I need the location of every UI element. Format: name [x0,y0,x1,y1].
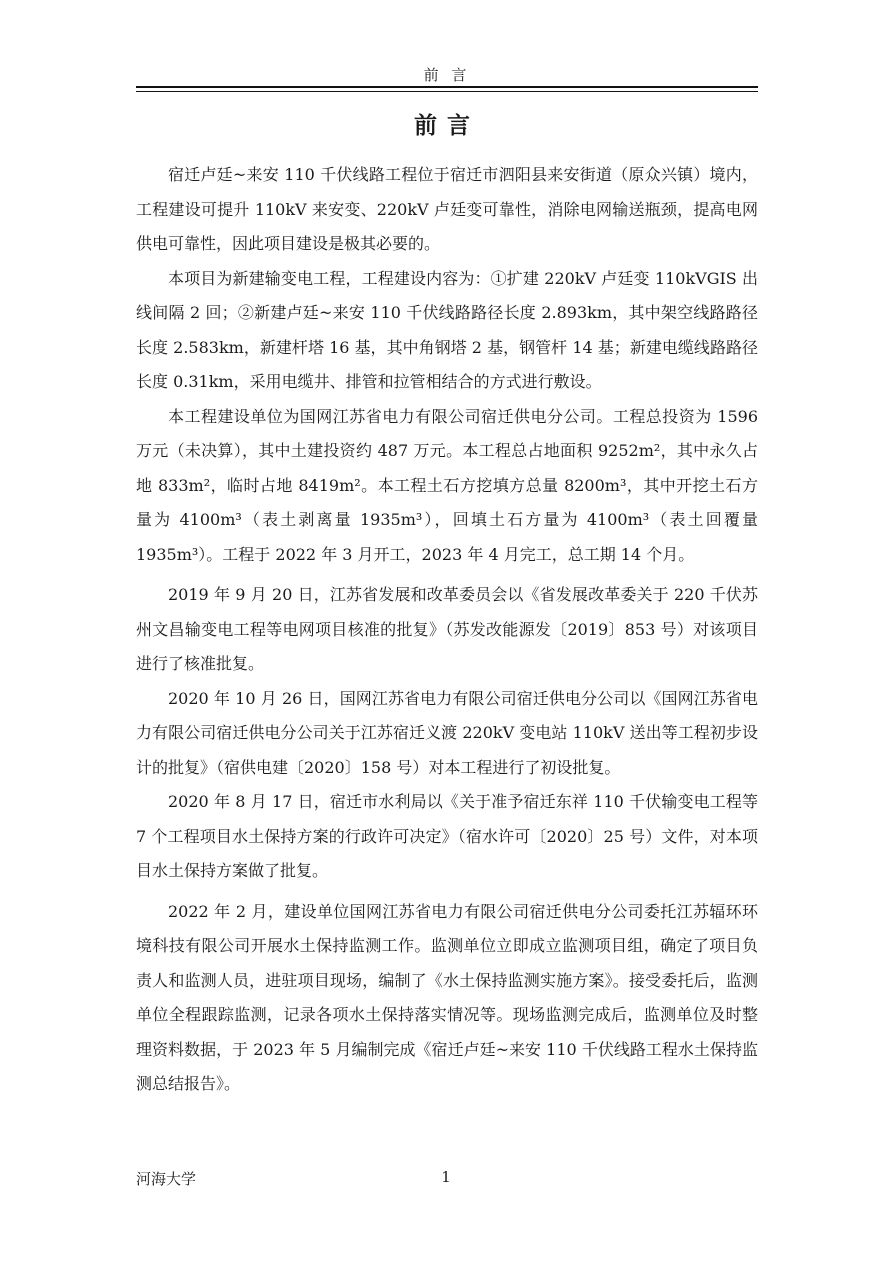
paragraph-project-location: 宿迁卢廷~来安 110 千伏线路工程位于宿迁市泗阳县来安街道（原众兴镇）境内，工程建设可提升 110kV 来安变、220kV 卢廷变可靠性，消除电网输送瓶颈，提高电网供电可靠性，因此项目建设是极其必要的。 [136,165,758,253]
paragraph-approval-2019: 2019 年 9 月 20 日，江苏省发展和改革委员会以《省发展改革委关于 220 千伏苏州文昌输变电工程等电网项目核准的批复》（苏发改能源发〔2019〕853 号）对该项目进行了核准批复。 [136,585,758,673]
paragraph-construction-content: 本项目为新建输变电工程，工程建设内容为：①扩建 220kV 卢廷变 110kVGIS 出线间隔 2 回；②新建卢廷~来安 110 千伏线路路径长度 2.893km，其中架空线路路径长度 2.583km，新建杆塔 16 基，其中角钢塔 2 基，钢管杆 14 基；新建电缆线路路径长度 0.31km，采用电缆井、排管和拉管相结合的方式进行敷设。 [136,268,758,391]
paragraph-design-approval-2020: 2020 年 10 月 26 日，国网江苏省电力有限公司宿迁供电分公司以《国网江苏省电力有限公司宿迁供电分公司关于江苏宿迁义渡 220kV 变电站 110kV 送出等工程初步设计的批复》（宿供电建〔2020〕158 号）对本工程进行了初设批复。 [136,688,758,777]
footer-institution: 河海大学 [136,1170,197,1188]
paragraph-soil-plan-approval: 2020 年 8 月 17 日，宿迁市水利局以《关于准予宿迁东祥 110 千伏输变电工程等 7 个工程项目水土保持方案的行政许可决定》（宿水许可〔2020〕25 号）文件，对本项目水土保持方案做了批复。 [136,792,758,880]
header-rule-thick [136,86,758,88]
body-text [136,158,758,1102]
paragraph-investment-land: 本工程建设单位为国网江苏省电力有限公司宿迁供电分公司。工程总投资为 1596 万元（未决算），其中土建投资约 487 万元。本工程总占地面积 9252m²，其中永久占地 833m²，临时占地 8419m²。本工程土石方挖填方总量 8200m³，其中开挖土石方量为 4100m³（表土剥离量 1935m³），回填土石方量为 4100m³（表土回覆量 1935m³）。工程于 2022 年 3 月开工，2023 年 4 月完工，总工期 14 个月。 [136,406,758,564]
header-rule-thin [136,91,758,92]
page-number: 1 [441,1168,451,1186]
page-title: 前言 [414,112,480,139]
paragraph-monitoring-work: 2022 年 2 月，建设单位国网江苏省电力有限公司宿迁供电分公司委托江苏辐环环境科技有限公司开展水土保持监测工作。监测单位立即成立监测项目组，确定了项目负责人和监测人员，进驻项目现场，编制了《水土保持监测实施方案》。接受委托后，监测单位全程跟踪监测，记录各项水土保持落实情况等。现场监测完成后，监测单位及时整理资料数据，于 2023 年 5 月编制完成《宿迁卢廷~来安 110 千伏线路工程水土保持监测总结报告》。 [136,901,758,1093]
running-header: 前 言 [423,66,471,84]
